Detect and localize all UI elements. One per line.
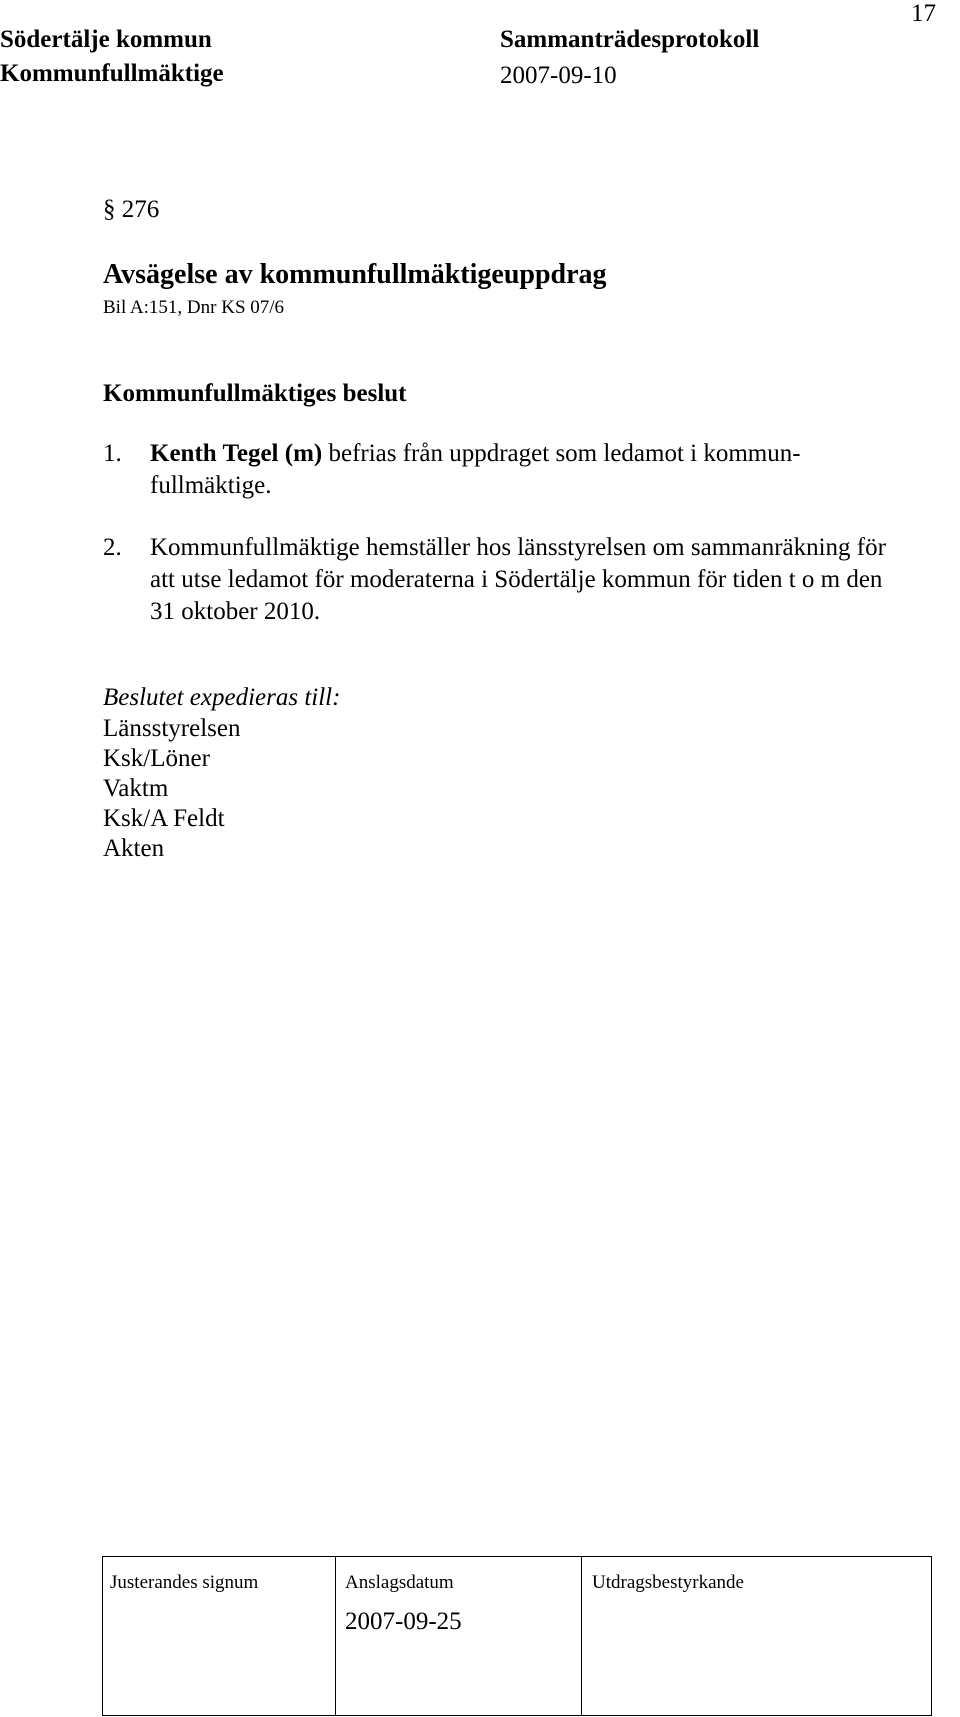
header-body: Kommunfullmäktige (0, 60, 224, 87)
item-text (150, 438, 801, 502)
footer-top-rule (102, 1556, 932, 1557)
distribution-heading: Beslutet expedieras till: (103, 684, 341, 711)
item-bold-name: Kenth Tegel (m) (150, 440, 323, 467)
footer-divider (581, 1556, 582, 1716)
footer-bottom-rule (102, 1715, 932, 1716)
section-marker (103, 196, 159, 224)
item-line: fullmäktige. (150, 472, 272, 499)
section-title: Avsägelse av kommunfullmäktigeuppdrag (103, 259, 607, 290)
item-line: befrias från uppdraget som ledamot i kommun- (322, 440, 801, 467)
item-number: 2. (103, 534, 122, 561)
distribution-list (103, 714, 240, 864)
recipient: Ksk/Löner (103, 745, 210, 772)
section-symbol: § (103, 196, 116, 223)
decision-heading: Kommunfullmäktiges beslut (103, 380, 407, 407)
decision-item-2 (103, 532, 933, 632)
footer-divider (102, 1556, 103, 1716)
item-number: 1. (103, 440, 122, 467)
page-number: 17 (911, 0, 936, 27)
recipient: Akten (103, 835, 165, 862)
recipient: Ksk/A Feldt (103, 805, 225, 832)
header-date: 2007-09-10 (500, 62, 617, 89)
item-line: Kommunfullmäktige hemställer hos länsstyrelsen om sammanräkning för (150, 534, 886, 561)
footer-anslagsdatum-value: 2007-09-25 (345, 1608, 462, 1635)
footer-divider (335, 1556, 336, 1716)
footer-divider (931, 1556, 932, 1716)
footer-justerandes-signum: Justerandes signum (110, 1572, 259, 1593)
decision-item-1 (103, 438, 903, 508)
footer-utdragsbestyrkande: Utdragsbestyrkande (592, 1572, 744, 1593)
header-doc-type: Sammanträdesprotokoll (500, 26, 760, 53)
item-text (150, 532, 886, 628)
header-org: Södertälje kommun (0, 26, 212, 53)
item-line: att utse ledamot för moderaterna i Södertälje kommun för tiden t o m den (150, 566, 883, 593)
recipient: Länsstyrelsen (103, 715, 241, 742)
recipient: Vaktm (103, 775, 169, 802)
section-number: 276 (121, 196, 160, 223)
footer-anslagsdatum-label: Anslagsdatum (345, 1572, 454, 1593)
footer-signature-table (102, 1556, 932, 1716)
section-reference: Bil A:151, Dnr KS 07/6 (103, 297, 285, 318)
item-line: 31 oktober 2010. (150, 598, 321, 625)
